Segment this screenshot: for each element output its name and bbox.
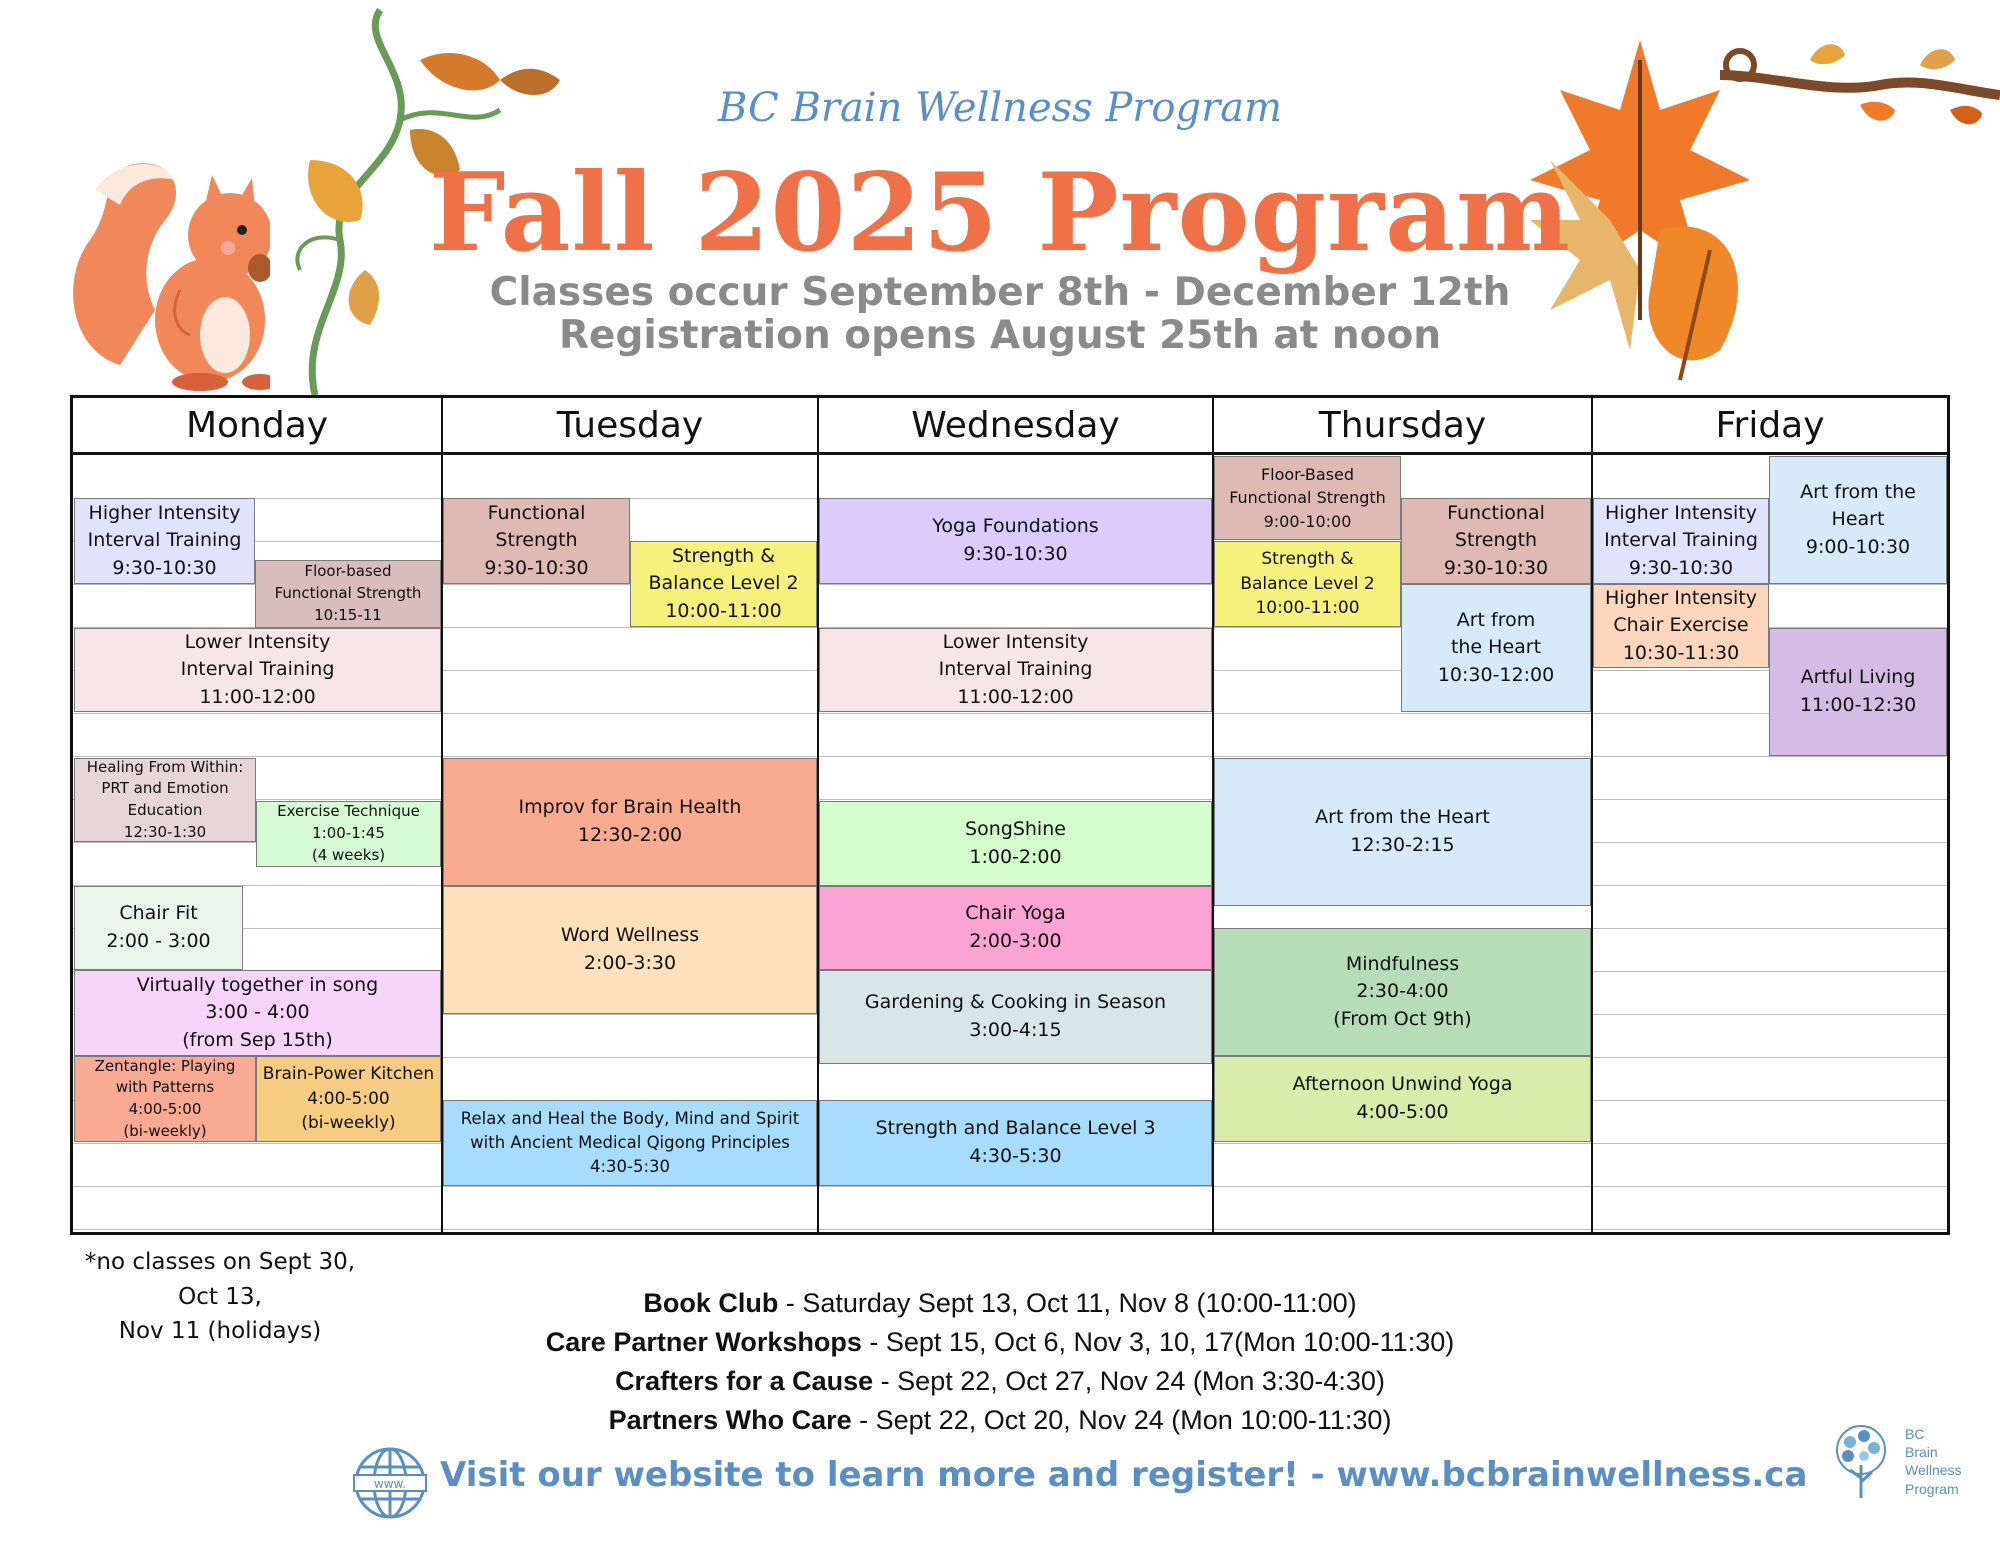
event-title: Higher Intensity Interval Training <box>1604 501 1758 552</box>
series-detail: - Sept 22, Oct 27, Nov 24 (Mon 3:30-4:30) <box>873 1366 1385 1396</box>
series-partners-who-care <box>0 1405 2000 1436</box>
event-title: Gardening & Cooking in Season <box>864 991 1167 1014</box>
holiday-note-text: *no classes on Sept 30, Oct 13, Nov 11 (holidays) <box>84 1249 356 1344</box>
event-time: 9:30-10:30 <box>963 543 1068 565</box>
grid-row-line <box>1593 1057 1947 1058</box>
event-title: Strength & Balance Level 2 <box>1240 549 1375 594</box>
event-fri-artful-living[interactable] <box>1769 628 1947 756</box>
event-title: Art from the Heart <box>1450 608 1542 659</box>
logo-line: Program <box>1905 1480 1959 1497</box>
logo-line: Wellness <box>1905 1462 1962 1479</box>
grid-row-line <box>443 1186 817 1187</box>
event-fri-chair-exercise[interactable] <box>1593 584 1769 668</box>
grid-row-line <box>1214 1229 1591 1230</box>
event-tue-functional[interactable] <box>443 498 630 584</box>
event-title: Chair Fit <box>119 902 198 925</box>
grid-row-line <box>1593 756 1947 757</box>
event-time: 3:00 - 4:00 <box>205 1001 310 1024</box>
registration-date: Registration opens August 25th at noon <box>558 313 1441 358</box>
day-header-friday: Friday <box>1593 398 1947 455</box>
event-title: Art from the Heart <box>1315 806 1490 829</box>
series-detail: - Sept 22, Oct 20, Nov 24 (Mon 10:00-11:30) <box>851 1405 1392 1435</box>
grid-row-line <box>819 1229 1212 1230</box>
event-wed-liit[interactable] <box>819 628 1212 712</box>
event-time: 3:00-4:15 <box>969 1019 1062 1041</box>
event-title: Floor-Based Functional Strength <box>1229 465 1386 508</box>
event-time: 2:00-3:30 <box>583 952 677 974</box>
grid-row-line <box>819 713 1212 714</box>
grid-row-line <box>819 584 1212 585</box>
series-care-partner-workshops <box>0 1327 2000 1358</box>
grid-row-line <box>1593 842 1947 843</box>
day-header-tuesday: Tuesday <box>443 398 819 455</box>
grid-row-line <box>1593 971 1947 972</box>
event-title: Functional Strength <box>487 501 586 552</box>
event-thu-floor-strength[interactable] <box>1214 456 1401 540</box>
event-title: Floor-based Functional Strength <box>274 562 422 603</box>
event-title: Mindfulness <box>1345 952 1460 975</box>
grid-row-line <box>819 799 1212 800</box>
event-note: (from Sep 15th) <box>182 1028 333 1051</box>
event-time: 10:30-11:30 <box>1622 641 1740 664</box>
event-title: Exercise Technique <box>277 802 420 821</box>
event-time: 4:30-5:30 <box>969 1145 1062 1167</box>
weekly-schedule-grid <box>70 395 1950 1235</box>
grid-row-line <box>73 1186 441 1187</box>
series-crafters-for-a-cause <box>0 1366 2000 1397</box>
class-dates: Classes occur September 8th - December 12th <box>489 270 1511 315</box>
grid-row-line <box>1593 885 1947 886</box>
event-note: (bi-weekly) <box>123 1121 207 1140</box>
event-title: Art from the Heart <box>1800 480 1916 531</box>
event-mon-kitchen[interactable] <box>256 1056 441 1142</box>
event-thu-art-heart-morning[interactable] <box>1401 584 1591 712</box>
event-fri-hiit[interactable] <box>1593 498 1769 584</box>
series-detail: - Sept 15, Oct 6, Nov 3, 10, 17(Mon 10:00-11:30) <box>861 1327 1455 1357</box>
event-title: SongShine <box>965 817 1066 840</box>
grid-row-line <box>443 1057 817 1058</box>
event-title: Higher Intensity Interval Training <box>87 501 242 552</box>
page-title: Fall 2025 Program <box>428 150 1572 276</box>
globe-icon <box>352 1445 428 1521</box>
grid-row-line <box>443 756 817 757</box>
event-time: 11:00-12:30 <box>1799 694 1917 716</box>
event-thu-functional[interactable] <box>1401 498 1591 584</box>
event-mon-hiit[interactable] <box>74 498 255 584</box>
grid-row-line <box>443 627 817 628</box>
website-link[interactable]: Visit our website to learn more and register! - www.bcbrainwellness.ca <box>440 1455 1808 1495</box>
event-title: Lower Intensity Interval Training <box>938 630 1093 681</box>
event-tue-qigong[interactable] <box>443 1100 817 1186</box>
event-mon-zentangle[interactable] <box>74 1056 256 1142</box>
event-title: Lower Intensity Interval Training <box>180 630 335 681</box>
logo-line: BC <box>1905 1426 1925 1442</box>
grid-row-line <box>1593 1186 1947 1187</box>
event-time: 9:00-10:30 <box>1805 535 1911 558</box>
grid-row-line <box>819 1186 1212 1187</box>
globe-label: www. <box>373 1477 407 1491</box>
grid-row-line <box>1593 1229 1947 1230</box>
event-title: Artful Living <box>1800 666 1916 689</box>
grid-row-line <box>443 670 817 671</box>
event-note: (bi-weekly) <box>301 1113 396 1134</box>
event-wed-gardening[interactable] <box>819 970 1212 1064</box>
event-time: 4:30-5:30 <box>589 1156 671 1176</box>
grid-row-line <box>443 1229 817 1230</box>
grid-row-line <box>1214 1143 1591 1144</box>
grid-row-line <box>1593 1143 1947 1144</box>
event-time: 12:30-1:30 <box>123 822 207 841</box>
event-title: Functional Strength <box>1447 501 1545 552</box>
event-title: Strength and Balance Level 3 <box>875 1117 1156 1140</box>
event-tue-word-wellness[interactable] <box>443 886 817 1014</box>
event-wed-strength-balance-3[interactable] <box>819 1100 1212 1186</box>
event-time: 9:30-10:30 <box>484 556 589 579</box>
event-thu-mindfulness[interactable] <box>1214 928 1591 1056</box>
grid-row-line <box>73 1229 441 1230</box>
series-name: Book Club <box>643 1288 779 1318</box>
event-time: 4:00-5:00 <box>1356 1101 1449 1123</box>
event-time: 10:00-11:00 <box>665 599 782 622</box>
event-time: 2:00-3:00 <box>969 930 1062 952</box>
event-time: 12:30-2:15 <box>1350 834 1455 856</box>
event-time: 10:15-11 <box>314 605 382 624</box>
event-title: Relax and Heal the Body, Mind and Spirit with Ancient Medical Qigong Principles <box>460 1109 800 1153</box>
event-title: Yoga Foundations <box>932 515 1099 538</box>
event-time: 1:00-2:00 <box>969 845 1062 868</box>
grid-row-line <box>443 713 817 714</box>
grid-row-line <box>1593 1100 1947 1101</box>
event-time: 10:00-11:00 <box>1255 598 1360 619</box>
event-thu-art-heart-afternoon[interactable] <box>1214 758 1591 906</box>
event-mon-song[interactable] <box>74 970 441 1056</box>
event-title: Brain-Power Kitchen <box>262 1064 435 1085</box>
event-mon-floor[interactable] <box>255 560 441 628</box>
event-mon-healing[interactable] <box>74 758 256 842</box>
event-time: 4:00-5:00 <box>307 1088 390 1109</box>
series-book-club <box>0 1288 2000 1319</box>
event-thu-unwind-yoga[interactable] <box>1214 1056 1591 1142</box>
series-detail: - Saturday Sept 13, Oct 11, Nov 8 (10:00-11:00) <box>778 1288 1357 1318</box>
grid-row-line <box>73 1143 441 1144</box>
event-time: 12:30-2:00 <box>577 824 683 846</box>
grid-row-line <box>819 756 1212 757</box>
event-wed-chair-yoga[interactable] <box>819 886 1212 970</box>
event-tue-improv[interactable] <box>443 758 817 886</box>
event-title: Virtually together in song <box>136 973 379 996</box>
program-subtitle: BC Brain Wellness Program <box>717 85 1283 131</box>
logo-line: Brain <box>1905 1444 1938 1461</box>
event-time: 9:30-10:30 <box>112 556 217 579</box>
grid-row-line <box>1214 1186 1591 1187</box>
event-time: 9:30-10:30 <box>1628 556 1734 579</box>
grid-row-line <box>443 1014 817 1015</box>
event-tue-strength-balance-2[interactable] <box>630 541 817 627</box>
event-title: Improv for Brain Health <box>518 796 742 819</box>
event-wed-yoga-foundations[interactable] <box>819 498 1212 584</box>
event-wed-songshine[interactable] <box>819 801 1212 886</box>
event-title: Chair Yoga <box>965 902 1066 925</box>
event-mon-liit[interactable] <box>74 628 441 712</box>
grid-row-line <box>1593 799 1947 800</box>
event-time: 9:30-10:30 <box>1443 556 1549 579</box>
event-time: 1:00-1:45 <box>312 824 385 843</box>
event-title: Healing From Within: PRT and Emotion Education <box>86 757 244 819</box>
series-name: Care Partner Workshops <box>545 1327 862 1357</box>
tree-icon <box>1820 1420 1902 1502</box>
grid-row-line <box>1593 928 1947 929</box>
series-name: Partners Who Care <box>608 1405 852 1435</box>
event-title: Word Wellness <box>560 924 700 947</box>
series-name: Crafters for a Cause <box>615 1366 874 1396</box>
event-time: 10:30-12:00 <box>1437 663 1555 686</box>
event-mon-chairfit[interactable] <box>74 886 243 970</box>
event-time: 9:00-10:00 <box>1263 511 1352 531</box>
day-header-wednesday: Wednesday <box>819 398 1214 455</box>
event-time: 2:00 - 3:00 <box>106 930 211 952</box>
grid-row-line <box>73 713 441 714</box>
event-fri-art-heart[interactable] <box>1769 456 1947 584</box>
day-header-thursday: Thursday <box>1214 398 1593 455</box>
event-time: 11:00-12:00 <box>957 685 1074 708</box>
event-note: (4 weeks) <box>311 845 386 864</box>
event-title: Zentangle: Playing with Patterns <box>94 1056 236 1097</box>
event-title: Strength & Balance Level 2 <box>648 544 799 595</box>
event-title: Afternoon Unwind Yoga <box>1292 1073 1513 1096</box>
grid-row-line <box>1593 1014 1947 1015</box>
grid-row-line <box>1214 713 1591 714</box>
day-header-monday: Monday <box>73 398 443 455</box>
grid-row-line <box>1214 756 1591 757</box>
event-mon-exercise[interactable] <box>256 801 441 867</box>
event-thu-strength-balance-2[interactable] <box>1214 541 1401 627</box>
event-note: (From Oct 9th) <box>1333 1007 1472 1030</box>
event-title: Higher Intensity Chair Exercise <box>1605 586 1757 637</box>
logo-text <box>1905 1425 1962 1498</box>
event-time: 11:00-12:00 <box>199 685 316 708</box>
event-time: 4:00-5:00 <box>128 1100 202 1118</box>
event-time: 2:30-4:00 <box>1356 980 1449 1003</box>
